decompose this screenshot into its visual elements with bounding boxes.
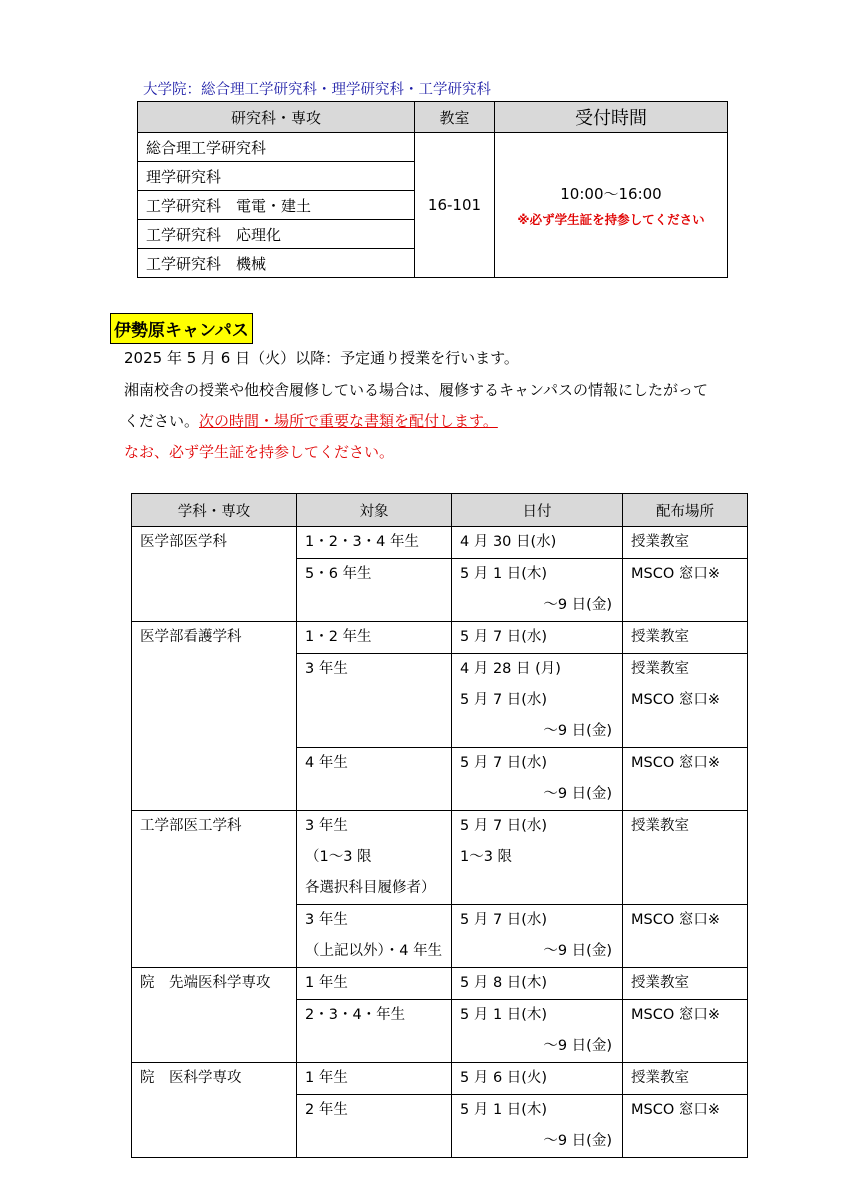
room-cell: 16-101 [415, 133, 495, 278]
place-cell: MSCO 窓口※ [623, 559, 748, 622]
table-row [132, 968, 748, 1000]
table-row [132, 811, 748, 905]
header-date: 日付 [452, 494, 623, 527]
date-cell: 5 月 1 日(木) ～9 日(金) [452, 1095, 623, 1158]
department-cell: 工学研究科 応理化 [138, 220, 415, 249]
target-cell: 2・3・4・年生 [297, 1000, 452, 1063]
table-row [132, 1063, 748, 1095]
target-cell: 3 年生 （1～3 限 各選択科目履修者） [297, 811, 452, 905]
header-place: 配布場所 [623, 494, 748, 527]
dept-cell: 医学部看護学科 [132, 622, 297, 811]
place-cell: 授業教室 MSCO 窓口※ [623, 654, 748, 748]
header-room: 教室 [415, 102, 495, 133]
target-cell: 5・6 年生 [297, 559, 452, 622]
target-cell: 3 年生 （上記以外）・4 年生 [297, 905, 452, 968]
hours-note: ※必ず学生証を持参してください [517, 211, 705, 227]
place-cell: 授業教室 [623, 1063, 748, 1095]
date-cell: 5 月 1 日(木) ～9 日(金) [452, 1000, 623, 1063]
campus-line-2: 湘南校舎の授業や他校舎履修している場合は、履修するキャンパスの情報にしたがって [124, 381, 708, 399]
graduate-title: 大学院：総合理工学研究科・理学研究科・工学研究科 [143, 82, 491, 98]
dept-cell: 院 医科学専攻 [132, 1063, 297, 1158]
department-cell: 総合理工学研究科 [138, 133, 415, 162]
place-cell: MSCO 窓口※ [623, 1095, 748, 1158]
department-cell: 理学研究科 [138, 162, 415, 191]
target-cell: 1 年生 [297, 968, 452, 1000]
place-cell: 授業教室 [623, 622, 748, 654]
date-cell: 5 月 8 日(木) [452, 968, 623, 1000]
department-cell: 工学研究科 機械 [138, 249, 415, 278]
place-cell: 授業教室 [623, 527, 748, 559]
target-cell: 1・2・3・4 年生 [297, 527, 452, 559]
campus-line-1: 2025 年 5 月 6 日（火）以降：予定通り授業を行います。 [124, 349, 519, 367]
department-cell: 工学研究科 電電・建土 [138, 191, 415, 220]
date-cell: 5 月 7 日(水) 1～3 限 [452, 811, 623, 905]
header-target: 対象 [297, 494, 452, 527]
distribution-table [131, 493, 748, 1158]
campus-line-4: なお、必ず学生証を持参してください。 [124, 443, 395, 461]
target-cell: 2 年生 [297, 1095, 452, 1158]
target-cell: 3 年生 [297, 654, 452, 748]
graduate-row [138, 133, 728, 162]
dept-cell: 工学部医工学科 [132, 811, 297, 968]
header-dept: 学科・専攻 [132, 494, 297, 527]
campus-line-3 [124, 410, 498, 431]
date-cell: 5 月 7 日(水) [452, 622, 623, 654]
graduate-table [137, 101, 728, 278]
place-cell: MSCO 窓口※ [623, 1000, 748, 1063]
distribution-header-row [132, 494, 748, 527]
campus-line-3a: ください。 [124, 412, 200, 430]
target-cell: 1・2 年生 [297, 622, 452, 654]
date-cell: 5 月 1 日(木) ～9 日(金) [452, 559, 623, 622]
target-cell: 4 年生 [297, 748, 452, 811]
dept-cell: 院 先端医科学専攻 [132, 968, 297, 1063]
place-cell: MSCO 窓口※ [623, 905, 748, 968]
date-cell: 5 月 7 日(水) ～9 日(金) [452, 748, 623, 811]
date-cell: 4 月 28 日 (月) 5 月 7 日(水) ～9 日(金) [452, 654, 623, 748]
place-cell: 授業教室 [623, 968, 748, 1000]
hours-cell [495, 133, 728, 278]
header-department: 研究科・専攻 [138, 102, 415, 133]
place-cell: 授業教室 [623, 811, 748, 905]
hours-time: 10:00～16:00 [560, 184, 662, 203]
important-notice: 次の時間・場所で重要な書類を配付します。 [199, 412, 498, 430]
target-cell: 1 年生 [297, 1063, 452, 1095]
date-cell: 5 月 6 日(火) [452, 1063, 623, 1095]
header-hours: 受付時間 [495, 102, 728, 133]
dept-cell: 医学部医学科 [132, 527, 297, 622]
table-row [132, 622, 748, 654]
date-cell: 4 月 30 日(水) [452, 527, 623, 559]
date-cell: 5 月 7 日(水) ～9 日(金) [452, 905, 623, 968]
campus-heading: 伊勢原キャンパス [110, 313, 253, 344]
table-row [132, 527, 748, 559]
place-cell: MSCO 窓口※ [623, 748, 748, 811]
graduate-header-row [138, 102, 728, 133]
